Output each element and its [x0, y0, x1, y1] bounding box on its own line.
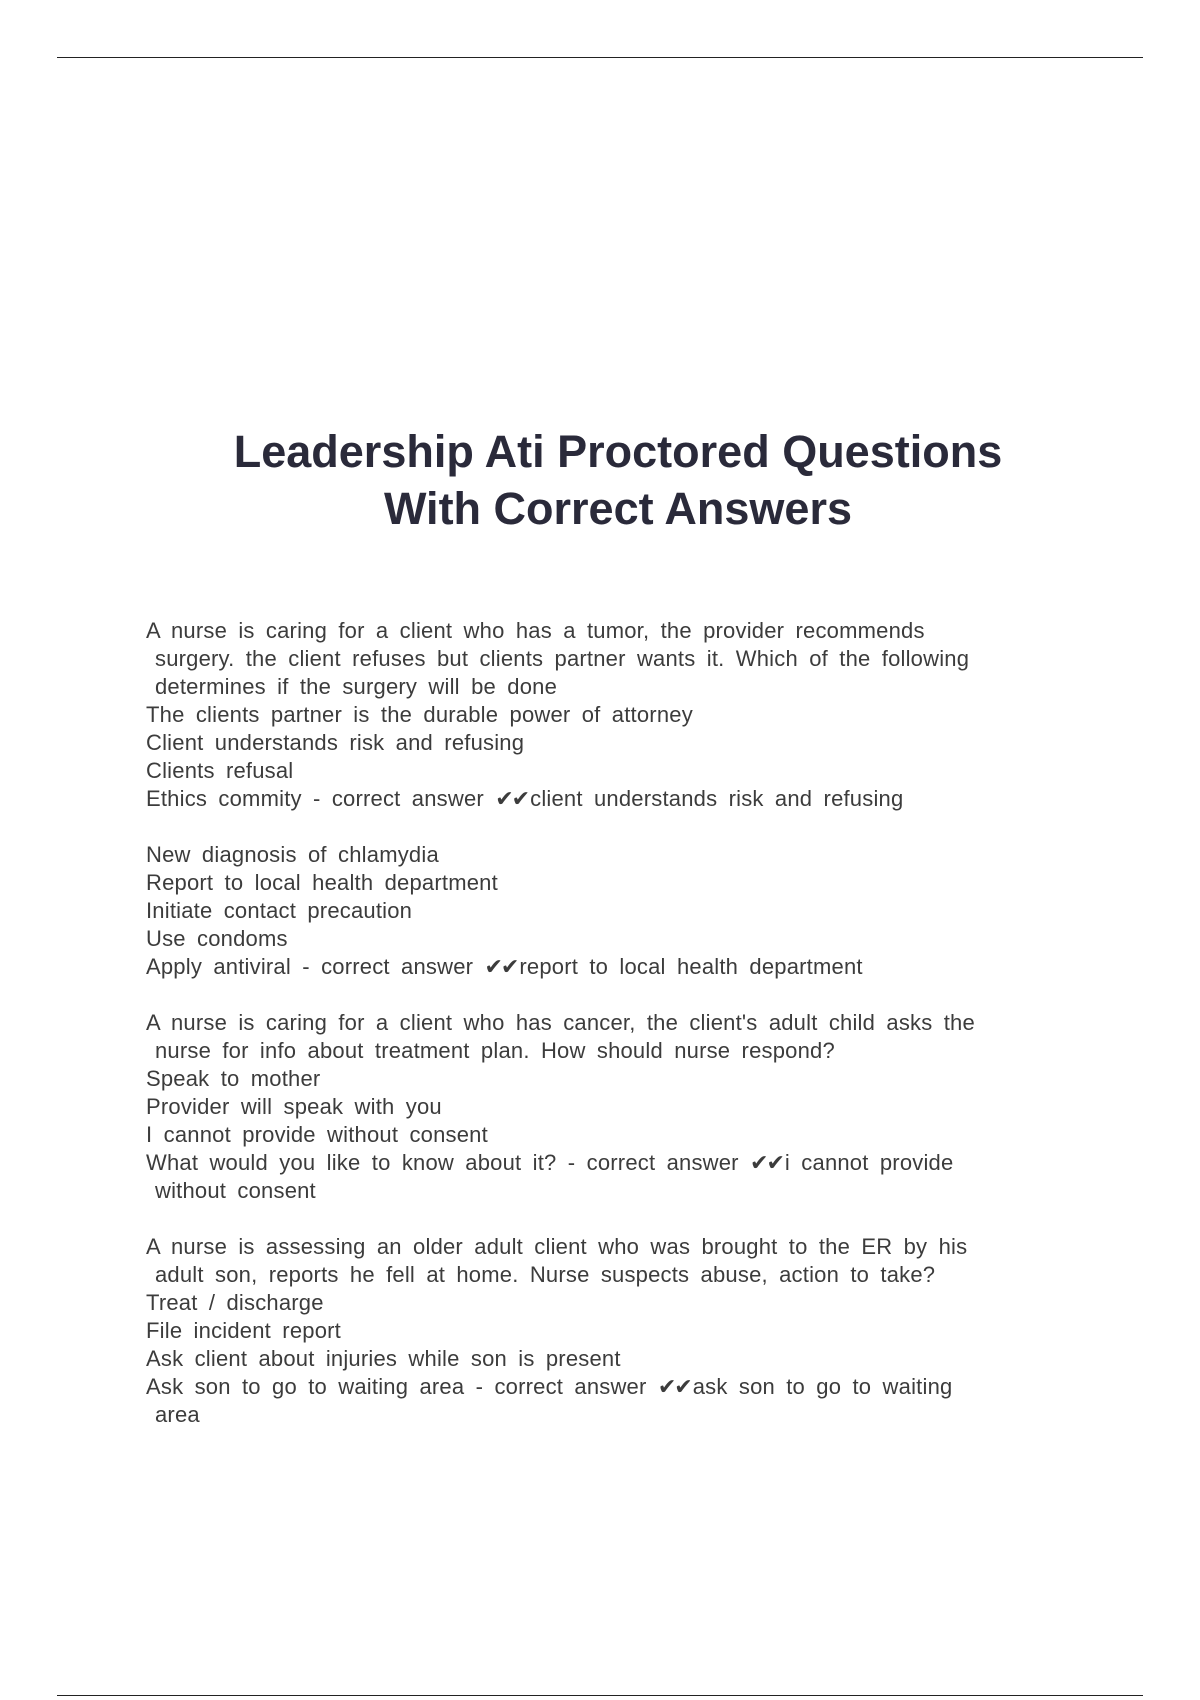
answer-option: File incident report	[146, 1318, 341, 1343]
question-text: New diagnosis of chlamydia	[146, 842, 439, 867]
checkmark-icon: ✔✔	[750, 1150, 783, 1175]
answer-option: The clients partner is the durable power of attorney	[146, 702, 693, 727]
question-block-4	[146, 1233, 1066, 1429]
top-rule	[57, 57, 1143, 58]
answer-option: Apply antiviral - correct answer	[146, 954, 485, 979]
checkmark-icon: ✔✔	[484, 954, 518, 979]
question-block-2	[146, 841, 1066, 981]
bottom-rule	[57, 1695, 1143, 1696]
question-text: A nurse is assessing an older adult client who was brought to the ER by his	[146, 1234, 968, 1259]
correct-answer-text: without consent	[155, 1178, 316, 1203]
answer-option: Ethics commity - correct answer	[146, 786, 496, 811]
correct-answer-line	[146, 1373, 1066, 1401]
correct-answer-line	[146, 1149, 1066, 1177]
question-text: A nurse is caring for a client who has a tumor, the provider recommends	[146, 618, 925, 643]
answer-option: Report to local health department	[146, 870, 498, 895]
question-block-3	[146, 1009, 1066, 1205]
question-text: determines if the surgery will be done	[155, 674, 558, 699]
answer-option: Initiate contact precaution	[146, 898, 413, 923]
document-title	[100, 423, 1136, 537]
answer-option: Ask client about injuries while son is present	[146, 1346, 621, 1371]
question-text: nurse for info about treatment plan. How should nurse respond?	[155, 1038, 835, 1063]
correct-answer-text: i cannot provide	[784, 1150, 954, 1175]
title-line-2: With Correct Answers	[383, 483, 853, 534]
answer-option: Provider will speak with you	[146, 1094, 442, 1119]
question-text: A nurse is caring for a client who has cancer, the client's adult child asks the	[146, 1010, 975, 1035]
correct-answer-text: ask son to go to waiting	[692, 1374, 953, 1399]
answer-option: Use condoms	[146, 926, 288, 951]
question-text: adult son, reports he fell at home. Nurse suspects abuse, action to take?	[155, 1262, 936, 1287]
answer-option: Speak to mother	[146, 1066, 321, 1091]
correct-answer-line	[146, 953, 1066, 981]
question-list	[146, 617, 1066, 1457]
correct-answer-text: area	[155, 1402, 200, 1427]
answer-option: Ask son to go to waiting area - correct answer	[146, 1374, 658, 1399]
answer-option: Client understands risk and refusing	[146, 730, 525, 755]
answer-option: I cannot provide without consent	[146, 1122, 488, 1147]
title-line-1: Leadership Ati Proctored Questions	[233, 426, 1003, 477]
answer-option: Treat / discharge	[146, 1290, 324, 1315]
answer-option: Clients refusal	[146, 758, 294, 783]
correct-answer-text: client understands risk and refusing	[530, 786, 904, 811]
checkmark-icon: ✔✔	[657, 1374, 691, 1399]
question-block-1	[146, 617, 1066, 813]
correct-answer-line	[146, 785, 1066, 813]
correct-answer-text: report to local health department	[519, 954, 863, 979]
answer-option: What would you like to know about it? - correct answer	[146, 1150, 751, 1175]
question-text: surgery. the client refuses but clients partner wants it. Which of the following	[155, 646, 970, 671]
checkmark-icon: ✔✔	[495, 786, 529, 811]
